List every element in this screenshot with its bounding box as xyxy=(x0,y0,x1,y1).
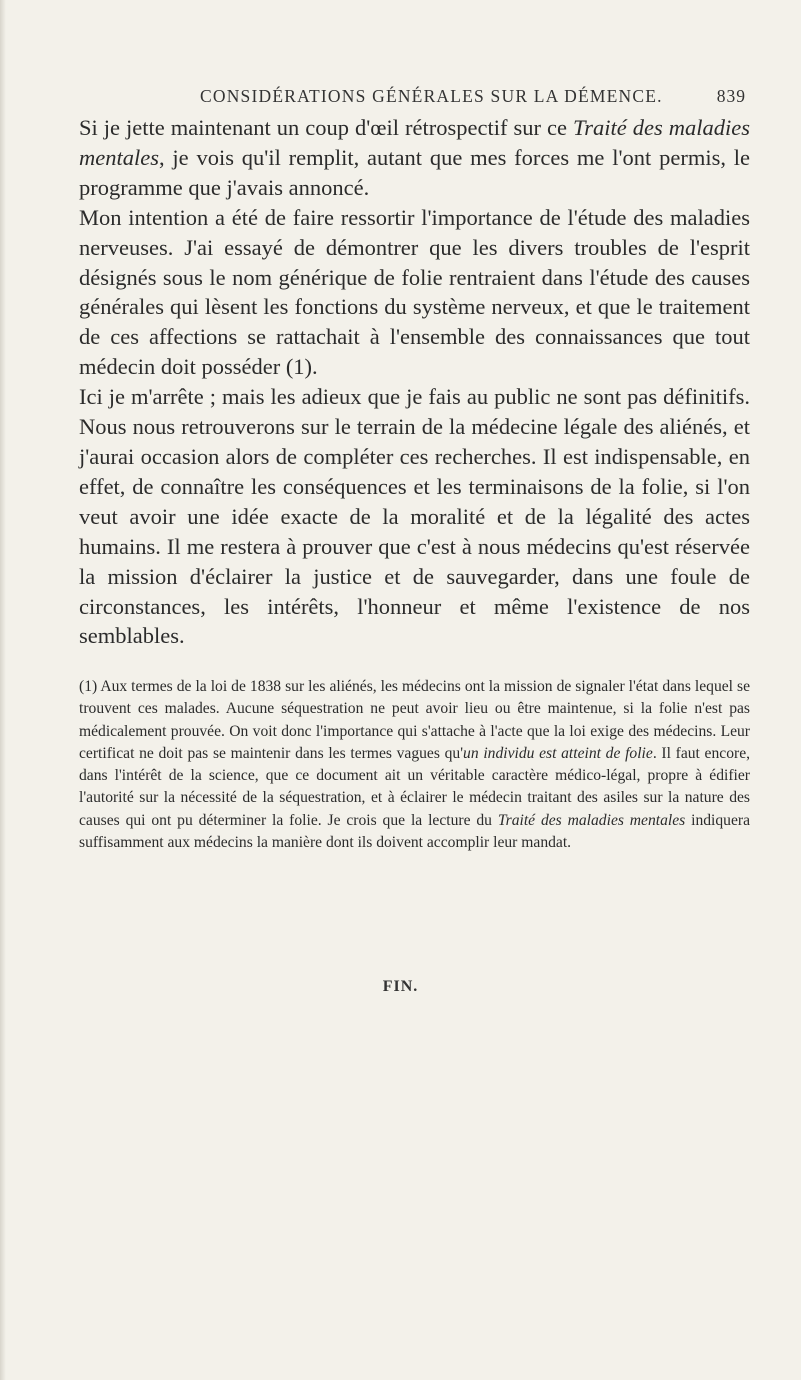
footnote xyxy=(79,676,750,854)
running-head: CONSIDÉRATIONS GÉNÉRALES SUR LA DÉMENCE. xyxy=(200,86,663,106)
footnote-title-italic: Traité des maladies mentales xyxy=(497,811,686,829)
footnote-quote-italic: un individu est atteint de folie xyxy=(463,744,653,762)
paragraph-3: Ici je m'arrête ; mais les adieux que je fais au public ne sont pas définitifs. Nous nous retrouverons sur le terrain de la médecine légale des aliénés, et j'aurai occasion alors de compléter ces recherches. Il est indispensable, en effet, de connaître les conséquences et les terminaisons de la folie, si l'on veut avoir une idée exacte de la moralité et de la légalité des actes humains. Il me restera à prouver que c'est à nous médecins qu'est réservée la mission d'éclairer la justice et de sauvegarder, dans une foule de circonstances, les intérêts, l'honneur et même l'existence de nos semblables. xyxy=(79,384,750,649)
footnote-text-start: (1) Aux termes de la loi de 1838 sur les aliénés, les médecins ont la mission de signaler l'état dans lequel se trouvent ces malades. Aucune séquestration ne peut avoir lieu ou être maintenue, si la folie n'est pas médicalement prouvée. On voit donc l'importance qui s'attache à l'acte que la loi exige des médecins. Leur certificat ne doit pas se maintenir dans les termes vagues qu' xyxy=(79,678,750,762)
paragraph-1-start: Si je jette maintenant un coup d'œil rétrospectif sur ce xyxy=(79,115,573,140)
footnote-text-middle: . Il faut encore, dans l'intérêt de la science, que ce document ait un véritable caractère médico-légal, propre à édifier l'autorité sur la nécessité de la séquestration, et à éclairer le médecin traitant des asiles sur la nature des causes qui ont pu déterminer la folie. Je crois que la lecture du xyxy=(79,744,751,829)
page-header xyxy=(200,86,746,112)
main-text xyxy=(79,113,750,651)
end-mark: FIN. xyxy=(382,978,419,995)
page-edge-shadow xyxy=(0,0,6,1380)
footnote-1 xyxy=(79,676,750,854)
paragraph-2: Mon intention a été de faire ressortir l'importance de l'étude des maladies nerveuses. J'ai essayé de démontrer que les divers troubles de l'esprit désignés sous le nom générique de folie rentraient dans l'étude des causes générales qui lèsent les fonctions du système nerveux, et que le traitement de ces affections se rattachait à l'ensemble des connaissances que tout médecin doit posséder (1). xyxy=(79,204,750,380)
book-title-italic: Traité des maladies mentales xyxy=(79,115,751,170)
paragraph-1 xyxy=(79,113,750,203)
footnote-text-end: indiquera suffisamment aux médecins la manière dont ils doivent accomplir leur mandat. xyxy=(79,811,750,852)
paragraph-1-end: , je vois qu'il remplit, autant que mes forces me l'ont permis, le programme que j'avais annoncé. xyxy=(79,144,750,200)
page-number: 839 xyxy=(716,86,746,106)
